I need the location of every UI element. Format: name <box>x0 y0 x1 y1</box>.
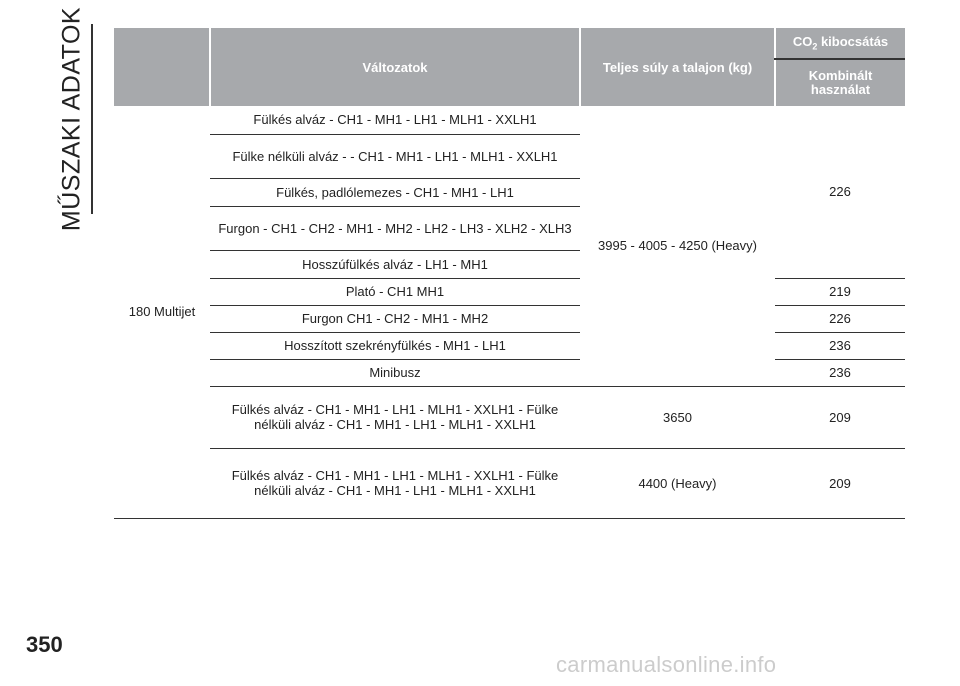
weight-cell: 3650 <box>580 386 775 448</box>
co2-header-sub: 2 <box>812 41 818 52</box>
section-title-rule <box>91 24 93 214</box>
engine-header <box>114 28 210 106</box>
variants-header: Változatok <box>210 28 580 106</box>
co2-cell: 236 <box>775 332 905 359</box>
variant-cell: Fülkés alváz - CH1 - MH1 - LH1 - MLH1 - XXLH1 - Fülke nélküli alváz - CH1 - MH1 - LH1 - MLH1 - XXLH1 <box>210 386 580 448</box>
co2-cell: 219 <box>775 278 905 305</box>
variant-cell: Fülkés alváz - CH1 - MH1 - LH1 - MLH1 - XXLH1 <box>210 106 580 134</box>
variant-cell: Furgon - CH1 - CH2 - MH1 - MH2 - LH2 - LH3 - XLH2 - XLH3 <box>210 206 580 250</box>
table-row <box>114 448 905 518</box>
table-row <box>114 386 905 448</box>
co2-header-suffix: kibocsátás <box>817 34 889 50</box>
weight-cell: 3995 - 4005 - 4250 (Heavy) <box>580 106 775 386</box>
co2-header <box>775 28 905 59</box>
section-title-text: MŰSZAKI ADATOK <box>57 6 86 232</box>
variant-cell: Fülke nélküli alváz - - CH1 - MH1 - LH1 - MLH1 - XXLH1 <box>210 134 580 178</box>
variant-cell: Fülkés alváz - CH1 - MH1 - LH1 - MLH1 - XXLH1 - Fülke nélküli alváz - CH1 - MH1 - LH1 - MLH1 - XXLH1 <box>210 448 580 518</box>
co2-cell: 236 <box>775 359 905 386</box>
variant-cell: Minibusz <box>210 359 580 386</box>
co2-cell: 226 <box>775 305 905 332</box>
table-row <box>114 332 905 359</box>
co2-cell: 226 <box>775 106 905 278</box>
table-row <box>114 106 905 134</box>
variant-cell: Hosszított szekrényfülkés - MH1 - LH1 <box>210 332 580 359</box>
variant-cell: Plató - CH1 MH1 <box>210 278 580 305</box>
variant-cell: Hosszúfülkés alváz - LH1 - MH1 <box>210 250 580 278</box>
technical-data-table <box>114 28 905 519</box>
watermark: carmanualsonline.info <box>556 652 777 677</box>
weight-cell: 4400 (Heavy) <box>580 448 775 518</box>
co2-cell: 209 <box>775 386 905 448</box>
engine-cell: 180 Multijet <box>114 106 210 518</box>
co2-header-prefix: CO <box>792 34 813 50</box>
table-row <box>114 278 905 305</box>
co2-cell: 209 <box>775 448 905 518</box>
weight-header: Teljes súly a talajon (kg) <box>580 28 775 106</box>
table-row <box>114 359 905 386</box>
table-row <box>114 305 905 332</box>
page-number: 350 <box>26 632 63 657</box>
variant-cell: Fülkés, padlólemezes - CH1 - MH1 - LH1 <box>210 178 580 206</box>
variant-cell: Furgon CH1 - CH2 - MH1 - MH2 <box>210 305 580 332</box>
combined-header: Kombinált használat <box>775 59 905 106</box>
